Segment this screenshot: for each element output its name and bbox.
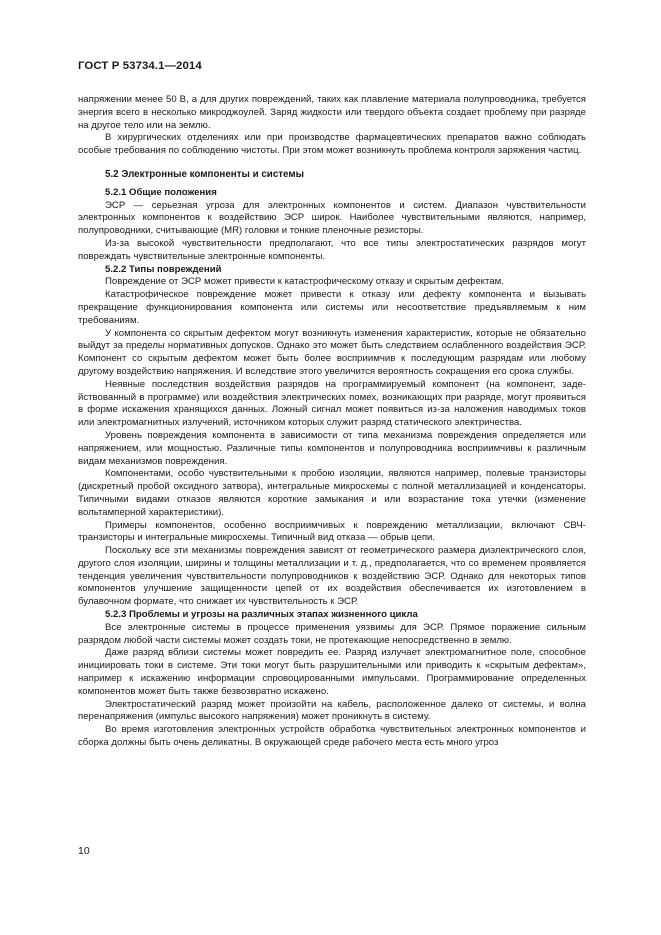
page-header-standard-number: ГОСТ Р 53734.1—2014 [78, 60, 202, 72]
paragraph: ЭСР — серьезная угроза для электронных компонентов и систем. Диапазон чувствительности электронных компонентов к воздействию ЭСР широк. Наиболее чувствительными являются, например, полупроводники, считывающие (MR) головки и тонкие пленочные резисторы. [78, 199, 586, 237]
paragraph: Даже разряд вблизи системы может повредить ее. Разряд излучает электромагнитное поле, способное инициировать токи в системе. Эти токи могут быть разрушительными или приводить к «скрытым дефектам», например к искажению информации спровоцированными импульсами. Программирование определенных компонентов может быть также безвозвратно искажено. [78, 647, 586, 697]
document-body [78, 94, 586, 750]
paragraph: Неявные последствия воздействия разрядов на программируемый компонент (на компонент, задействованный в программе) или воздействия электрических помех, возникающих при разряде, могут проявиться в форме искажения хранящихся данных. Ложный сигнал может появиться из-за наложения наводимых токов или электромагнитных излучений, источником которых служит разряд статического электричества. [78, 378, 586, 429]
paragraph: Повреждение от ЭСР может привести к катастрофическому отказу и скрытым дефектам. [105, 276, 504, 288]
paragraph: Из-за высокой чувствительности предполагают, что все типы электростатических разрядов могут повреждать чувствительные электронные компоненты. [78, 237, 586, 262]
subsection-heading-5-2-1: 5.2.1 Общие положения [105, 186, 217, 198]
section-heading-5-2: 5.2 Электронные компоненты и системы [105, 168, 304, 180]
paragraph: Поскольку все эти механизмы повреждения зависят от геометрического размера диэлектрического слоя, другого слоя изоляции, ширины и толщины металлизации и т. д., предполагается, что со временем проявляется тенденция увеличения чувствительности полупроводников к воздействию ЭСР. Однако для некоторых типов компонентов улучшение защищенности цепей от их воздействия обеспечивается их изготовлением в булавочном формате, что снижает их чувствительность к ЭСР. [78, 545, 586, 608]
paragraph: Уровень повреждения компонента в зависимости от типа механизма повреждения определяется или напряжением, или мощностью. Различные типы компонентов и полупроводника восприимчивы к различным видам механизмов повреждения. [78, 429, 586, 467]
paragraph: В хирургических отделениях или при производстве фармацевтических препаратов важно соблюдать особые требования по соблюдению чистоты. При этом может возникнуть проблема контроля заряжения частиц. [78, 132, 586, 157]
paragraph: напряжении менее 50 В, а для других повреждений, таких как плавление материала полупроводника, требуется энергия всего в несколько микроджоулей. Заряд жидкости или твердого объекта создает проблему при разряде на другое тело или на землю. [78, 94, 586, 131]
paragraph: Электростатический разряд может произойти на кабель, расположенное далеко от системы, и волна перенапряжения (импульс высокого напряжения) может проникнуть в систему. [78, 698, 586, 723]
paragraph: Во время изготовления электронных устройств обработка чувствительных электронных компонентов и сборка должны быть очень деликатны. В окружающей среде рабочего места есть много угроз [78, 724, 586, 749]
paragraph: Примеры компонентов, особенно восприимчивых к повреждению металлизации, включают СВЧ-транзисторы и интегральные микросхемы. Типичный вид отказа — обрыв цепи. [78, 519, 586, 544]
subsection-heading-5-2-3: 5.2.3 Проблемы и угрозы на различных этапах жизненного цикла [105, 609, 418, 621]
paragraph: У компонента со скрытым дефектом могут возникнуть изменения характеристик, которые не обязательно выйдут за пределы нормативных допусков. Однако это может быть следствием ослабленного воздействия ЭСР. Компонент со скрытым дефектом может быть более восприимчив к последующим разрядам или любому другому воздействию напряжения. И вследствие этого увеличится вероятность сокращения его срока службы. [78, 327, 586, 377]
paragraph: Компонентами, особо чувствительными к пробою изоляции, являются например, полевые транзисторы (дискретный пробой оксидного затвора), интегральные микросхемы с полной металлизацией и конденсаторы. Типичными видами отказов являются короткие замыкания и или возрастание тока утечки (изменение вольтамперной характеристики). [78, 468, 586, 518]
paragraph: Все электронные системы в процессе применения уязвимы для ЭСР. Прямое поражение сильным разрядом любой части системы может создать токи, не протекающие непосредственно в землю. [78, 621, 586, 646]
paragraph: Катастрофическое повреждение может привести к отказу или дефекту компонента и вызывать прекращение функционирования компонента или системы или несоответствие предъявляемым к ним требованиям. [78, 289, 586, 326]
page-number: 10 [78, 845, 90, 857]
subsection-heading-5-2-2: 5.2.2 Типы повреждений [105, 263, 222, 275]
